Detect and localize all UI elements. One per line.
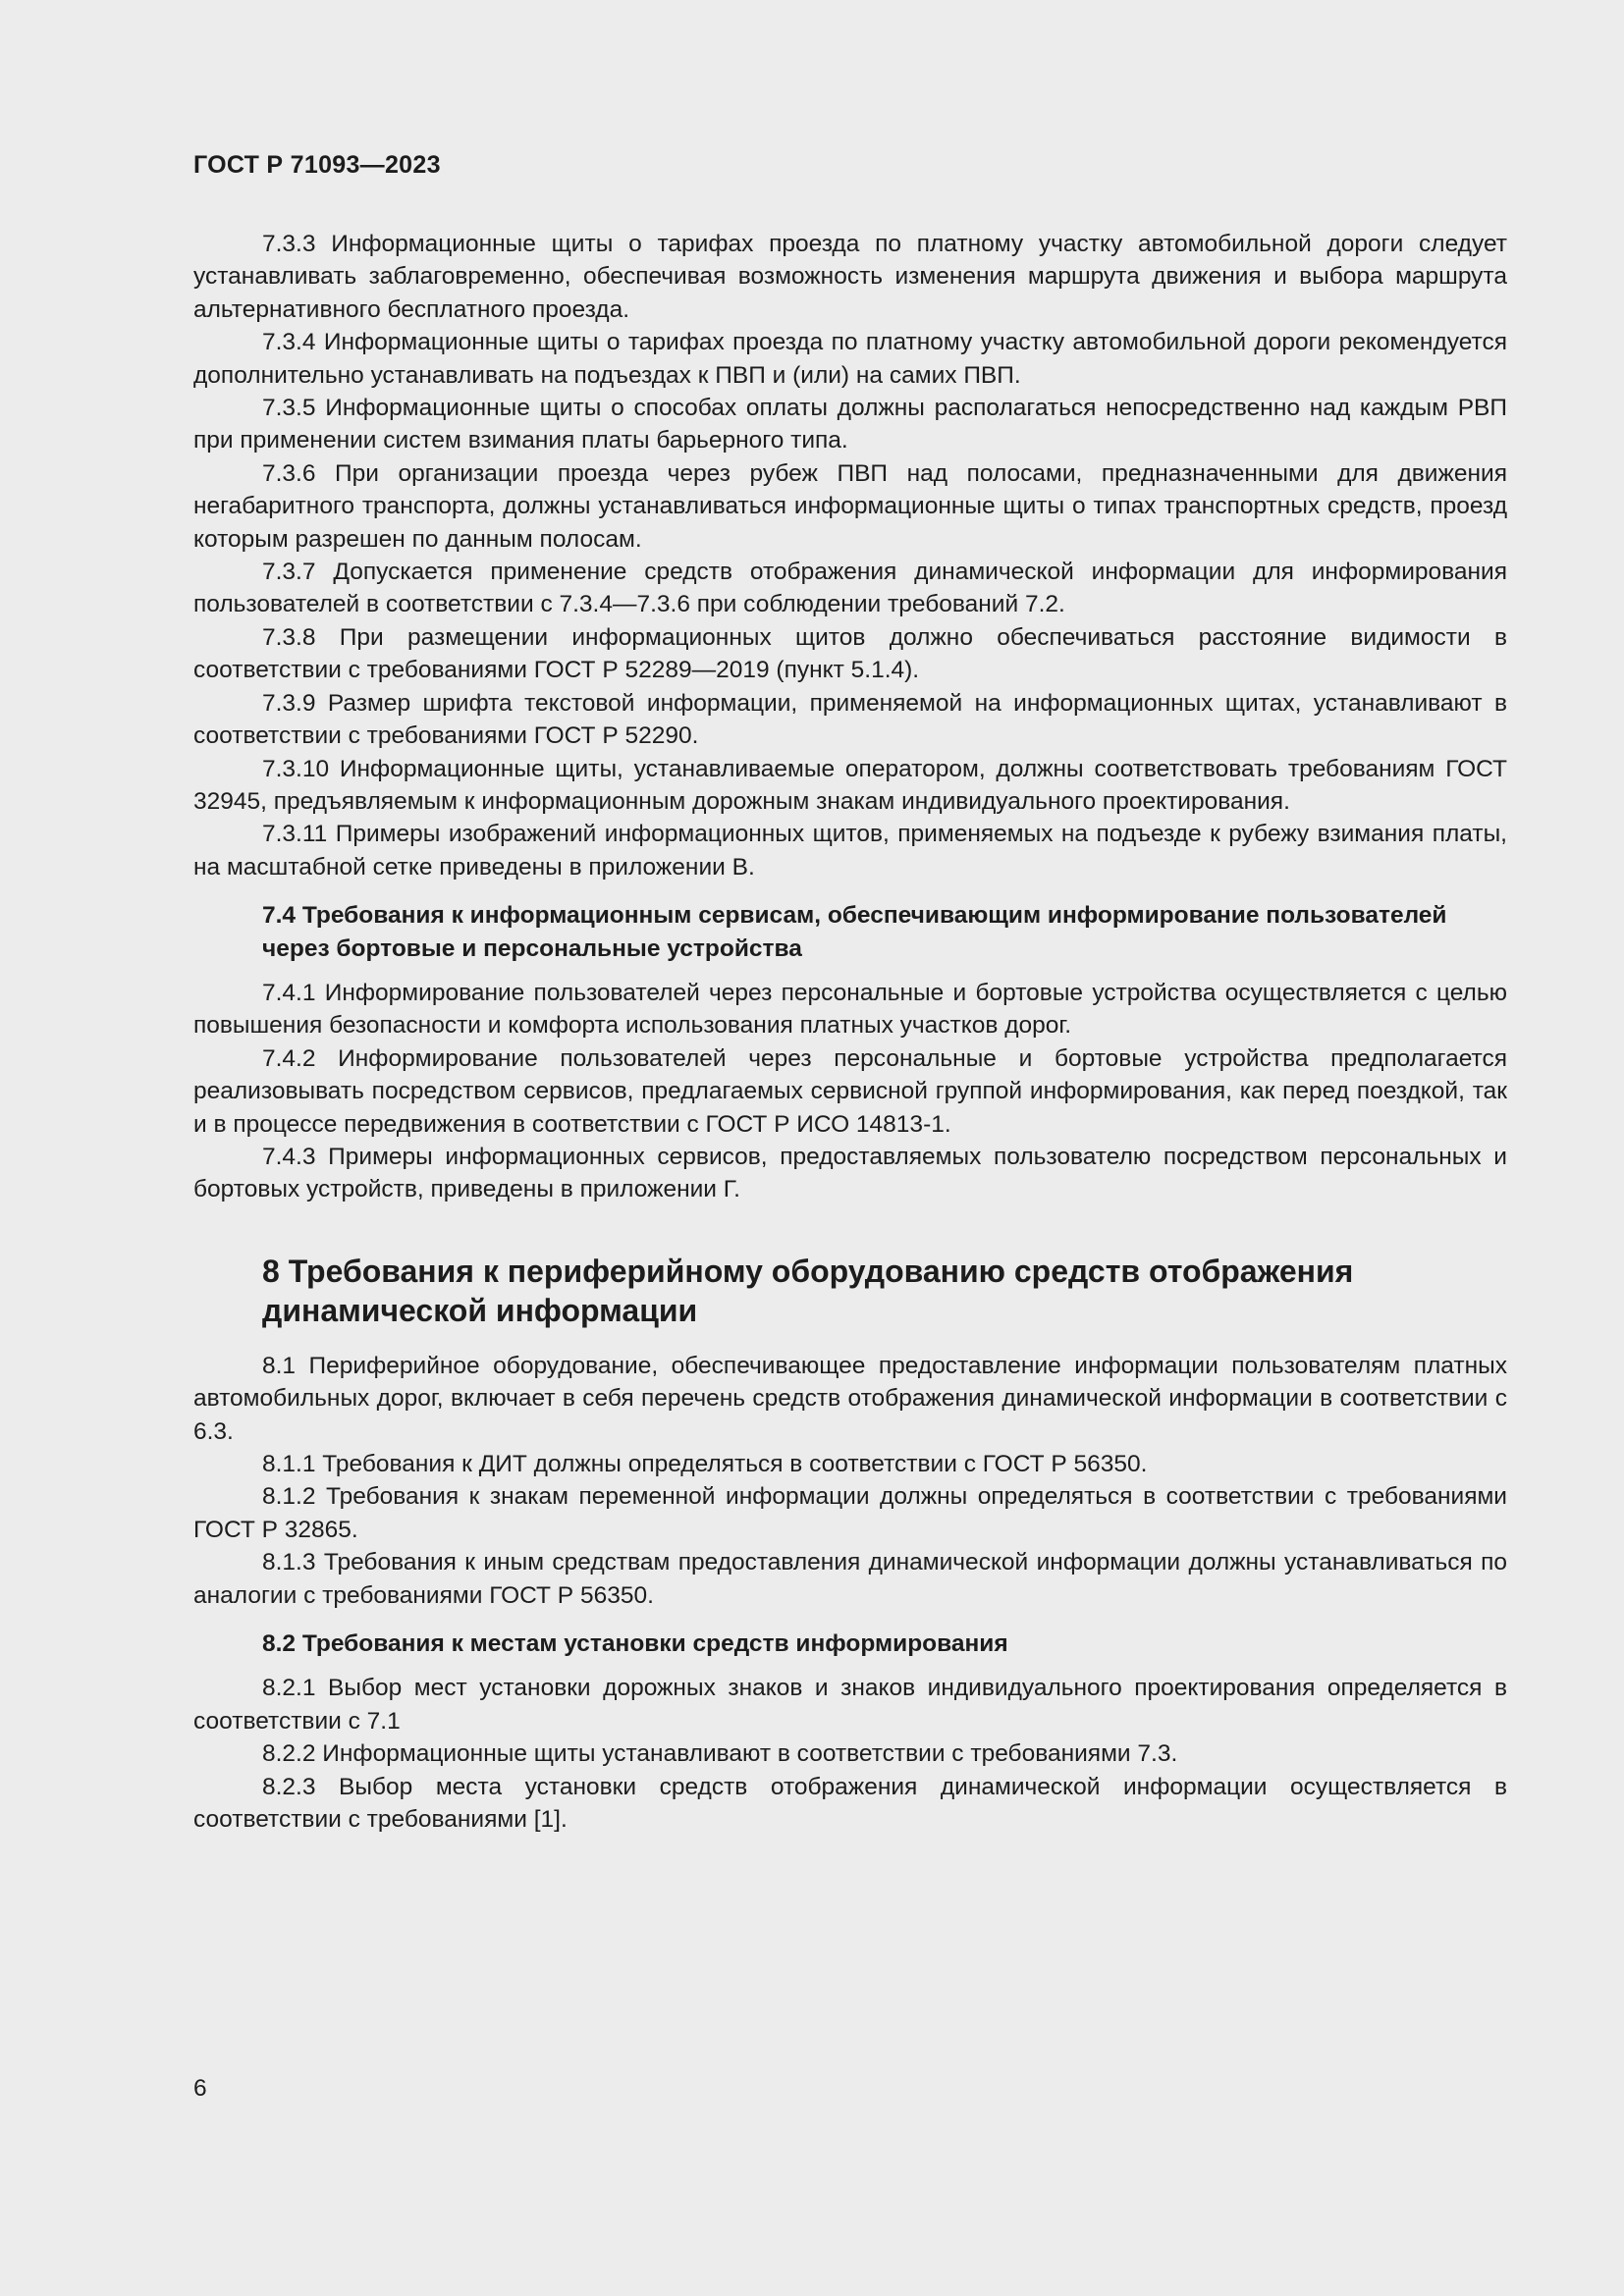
paragraph-7-3-5: 7.3.5 Информационные щиты о способах оплаты должны располагаться непосредственно над каждым РВП при применении систем взимания платы барьерного типа. [193,395,1507,454]
paragraph-8-1-2: 8.1.2 Требования к знакам переменной информации должны определяться в соответствии с требованиями ГОСТ Р 32865. [193,1483,1507,1543]
heading-8-2: 8.2 Требования к местам установки средств информирования [262,1630,1008,1658]
paragraph-7-3-6: 7.3.6 При организации проезда через рубеж ПВП над полосами, предназначенными для движения негабаритного транспорта, должны устанавливаться информационные щиты о типах транспортных средств, проезд которым разрешен по данным полосам. [193,459,1507,553]
page-number: 6 [193,2075,207,2102]
paragraph-8-1-3: 8.1.3 Требования к иным средствам предоставления динамической информации должны устанавливаться по аналогии с требованиями ГОСТ Р 56350. [193,1549,1507,1609]
paragraph-7-4-3: 7.4.3 Примеры информационных сервисов, предоставляемых пользователю посредством персональных и бортовых устройств, приведены в приложении Г. [193,1143,1507,1203]
document-header: ГОСТ Р 71093—2023 [193,151,441,179]
document-body [193,228,1507,1836]
paragraph-8-2-2: 8.2.2 Информационные щиты устанавливают в соответствии с требованиями 7.3. [262,1740,1178,1768]
paragraph-7-3-8: 7.3.8 При размещении информационных щитов должно обеспечиваться расстояние видимости в соответствии с требованиями ГОСТ Р 52289—2019 (пункт 5.1.4). [193,623,1507,684]
paragraph-7-4-1: 7.4.1 Информирование пользователей через персональные и бортовые устройства осуществляется с целью повышения безопасности и комфорта использования платных участков дорог. [193,979,1507,1040]
paragraph-7-3-10: 7.3.10 Информационные щиты, устанавливаемые оператором, должны соответствовать требованиям ГОСТ 32945, предъявляемым к информационным дорожным знакам индивидуального проектирования. [193,755,1507,815]
heading-section-8: 8 Требования к периферийному оборудованию средств отображения динамической информации [262,1253,1354,1328]
paragraph-7-3-7: 7.3.7 Допускается применение средств отображения динамической информации для информирования пользователей в соответствии с 7.3.4—7.3.6 при соблюдении требований 7.2. [193,559,1507,618]
heading-7-4: 7.4 Требования к информационным сервисам, обеспечивающим информирование пользователей через бортовые и персональные устройства [262,902,1447,962]
paragraph-7-3-9: 7.3.9 Размер шрифта текстовой информации, применяемой на информационных щитах, устанавливают в соответствии с требованиями ГОСТ Р 52290. [193,689,1507,750]
paragraph-8-2-1: 8.2.1 Выбор мест установки дорожных знаков и знаков индивидуального проектирования определяется в соответствии с 7.1 [193,1675,1507,1735]
paragraph-7-3-3: 7.3.3 Информационные щиты о тарифах проезда по платному участку автомобильной дороги следует устанавливать заблаговременно, обеспечивая возможность изменения маршрута движения и выбора маршрута альтернативного бесплатного проезда. [193,231,1507,323]
paragraph-8-2-3: 8.2.3 Выбор места установки средств отображения динамической информации осуществляется в соответствии с требованиями [1]. [193,1773,1507,1834]
paragraph-8-1: 8.1 Периферийное оборудование, обеспечивающее предоставление информации пользователям платных автомобильных дорог, включает в себя перечень средств отображения динамической информации в соответствии с 6.3. [193,1352,1507,1445]
paragraph-7-4-2: 7.4.2 Информирование пользователей через персональные и бортовые устройства предполагается реализовывать посредством сервисов, предлагаемых сервисной группой информирования, как перед поездкой, так и в процессе передвижения в соответствии с ГОСТ Р ИСО 14813-1. [193,1044,1507,1138]
paragraph-7-3-11: 7.3.11 Примеры изображений информационных щитов, применяемых на подъезде к рубежу взимания платы, на масштабной сетке приведены в приложении В. [193,821,1507,881]
paragraph-8-1-1: 8.1.1 Требования к ДИТ должны определяться в соответствии с ГОСТ Р 56350. [262,1451,1148,1477]
paragraph-7-3-4: 7.3.4 Информационные щиты о тарифах проезда по платному участку автомобильной дороги рекомендуется дополнительно устанавливать на подъездах к ПВП и (или) на самих ПВП. [193,329,1507,389]
